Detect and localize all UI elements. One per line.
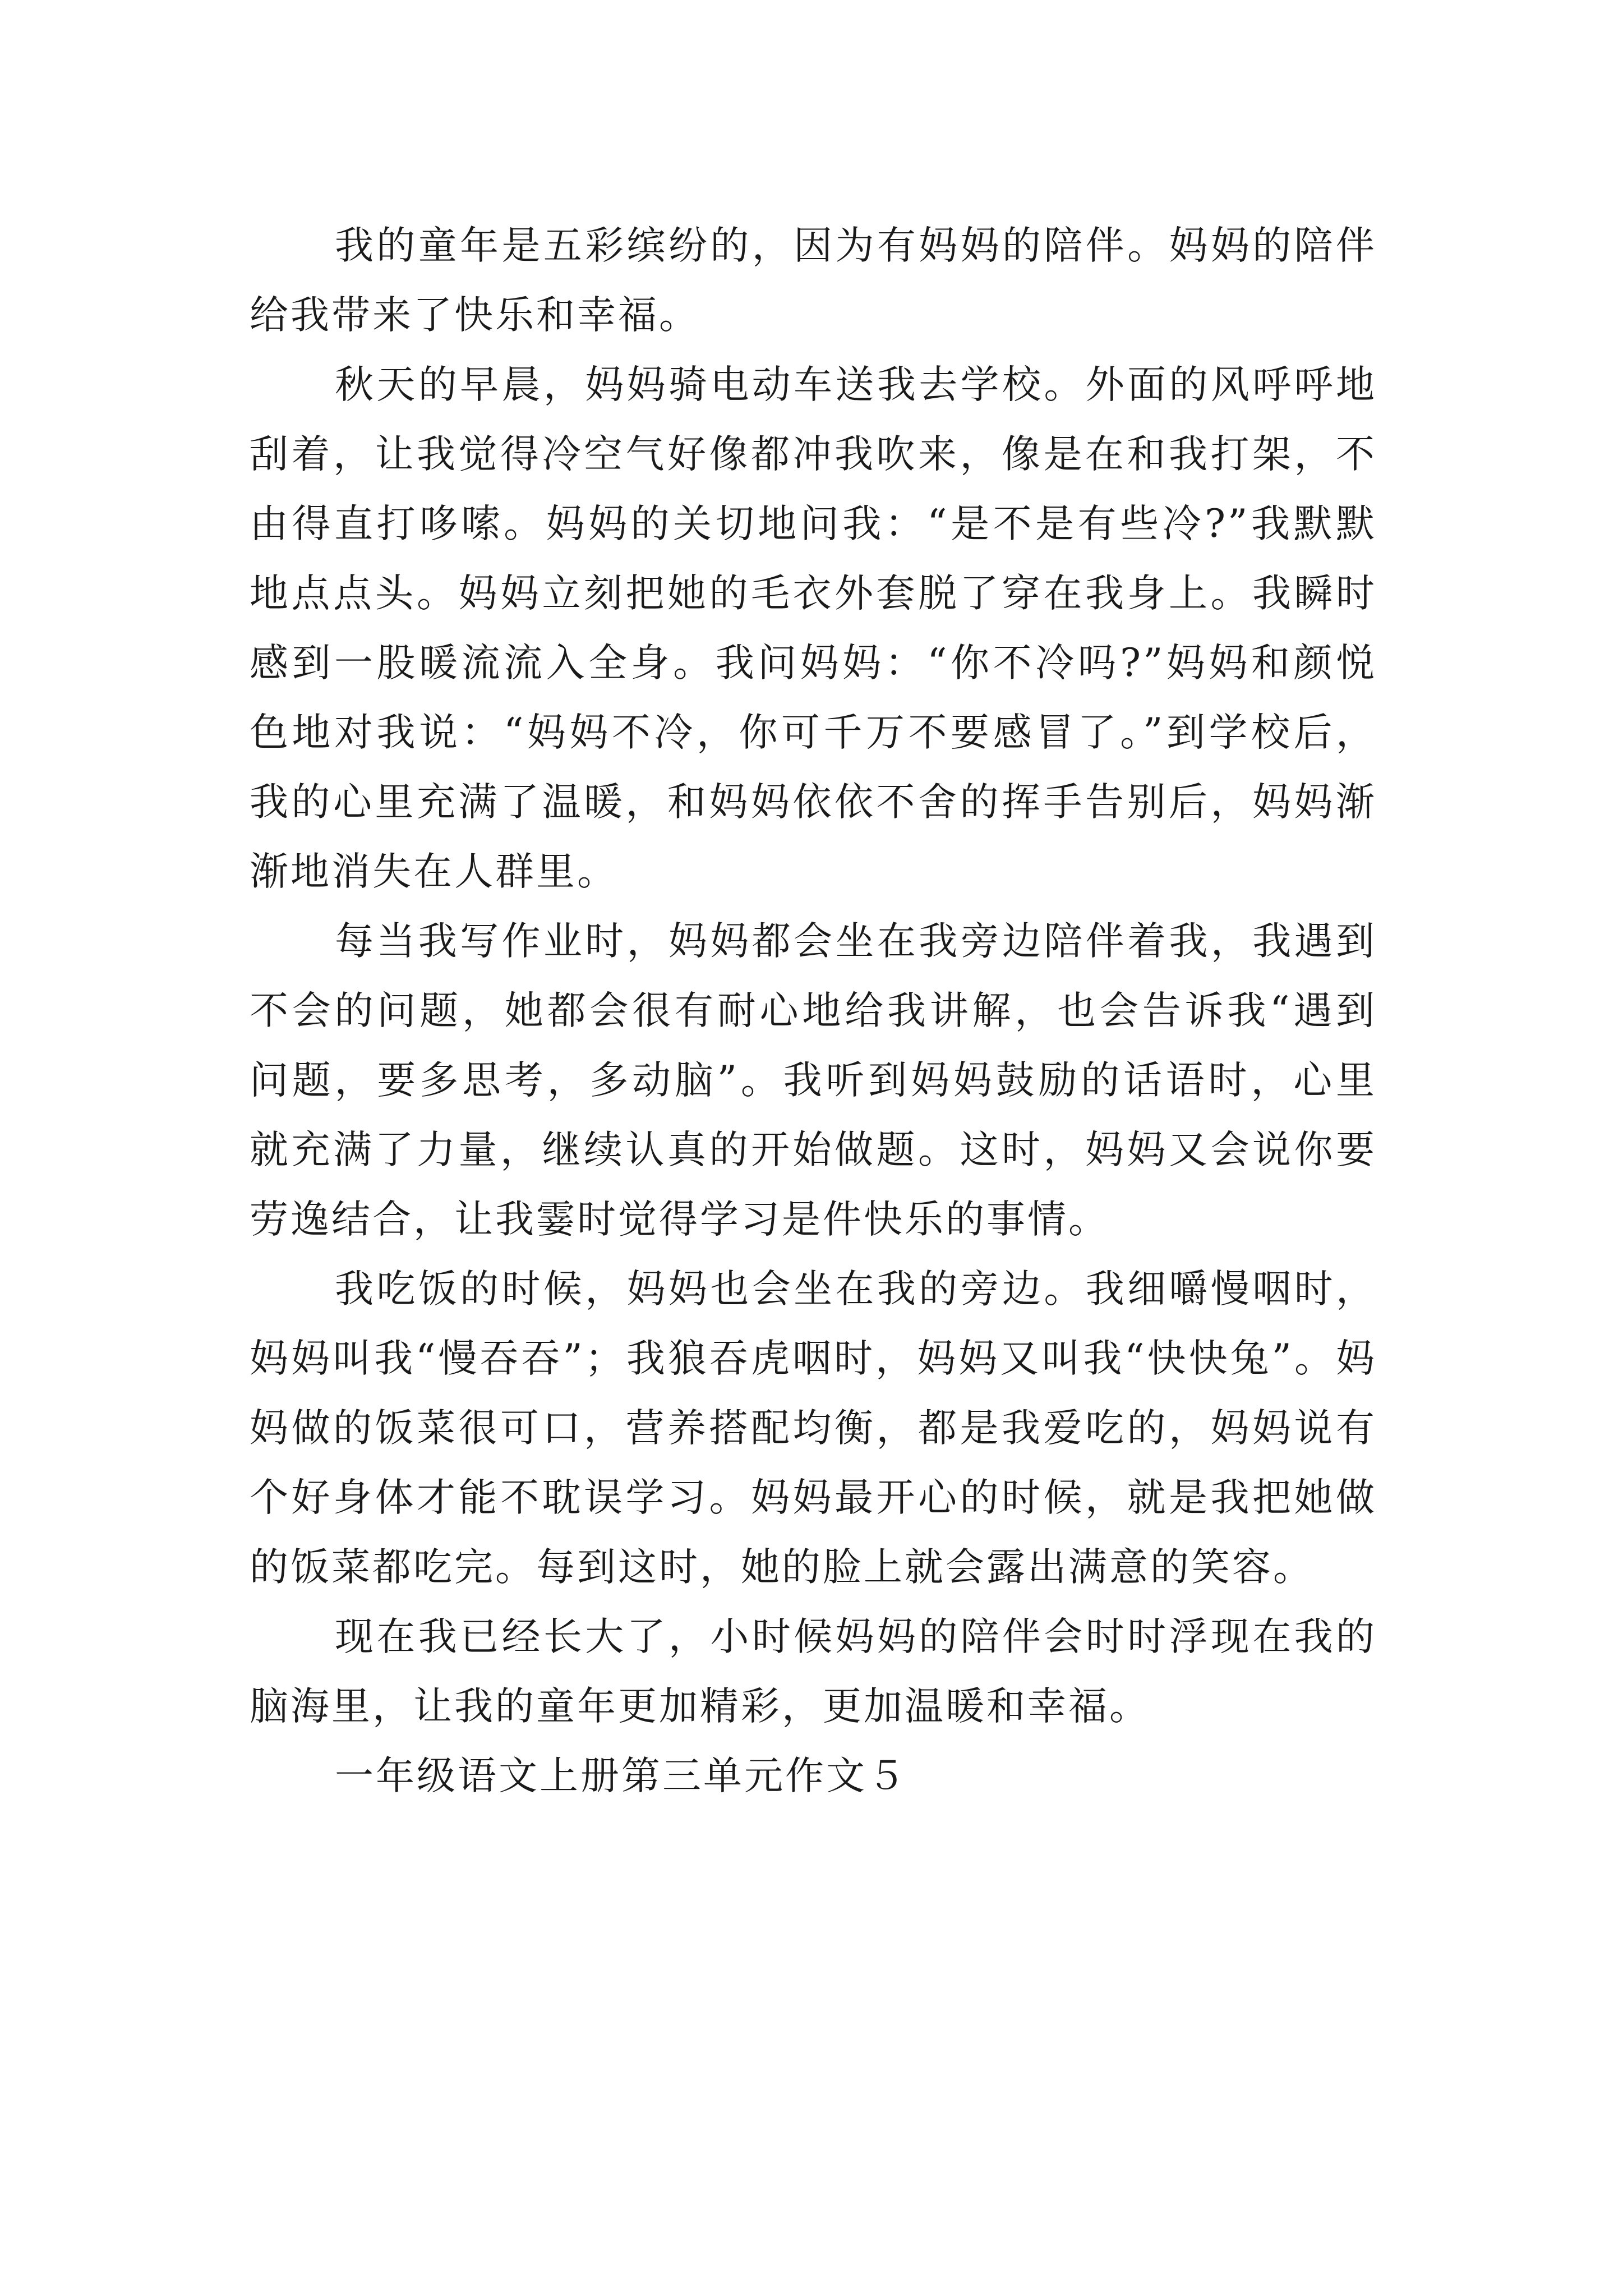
paragraph-2: 秋天的早晨，妈妈骑电动车送我去学校。外面的风呼呼地刮着，让我觉得冷空气好像都冲我吹来，像是在和我打架，不由得直打哆嗦。妈妈的关切地问我：“是不是有些冷?”我默默地点点头。妈妈立刻把她的毛衣外套脱了穿在我身上。我瞬时感到一股暖流流入全身。我问妈妈：“你不冷吗?”妈妈和颜悦色地对我说：“妈妈不冷，你可千万不要感冒了。”到学校后，我的心里充满了温暖，和妈妈依依不舍的挥手告别后，妈妈渐渐地消失在人群里。 bbox=[250, 362, 1377, 894]
paragraph-5: 现在我已经长大了，小时候妈妈的陪伴会时时浮现在我的脑海里，让我的童年更加精彩，更加温暖和幸福。 bbox=[250, 1614, 1377, 1729]
essay-body bbox=[250, 211, 1377, 1811]
paragraph-4: 我吃饭的时候，妈妈也会坐在我的旁边。我细嚼慢咽时，妈妈叫我“慢吞吞”；我狼吞虎咽时，妈妈又叫我“快快兔”。妈妈做的饭菜很可口，营养搭配均衡，都是我爱吃的，妈妈说有个好身体才能不耽误学习。妈妈最开心的时候，就是我把她做的饭菜都吃完。每到这时，她的脸上就会露出满意的笑容。 bbox=[250, 1267, 1377, 1590]
paragraph-1: 我的童年是五彩缤纷的，因为有妈妈的陪伴。妈妈的陪伴给我带来了快乐和幸福。 bbox=[250, 223, 1377, 338]
paragraph-3: 每当我写作业时，妈妈都会坐在我旁边陪伴着我，我遇到不会的问题，她都会很有耐心地给我讲解，也会告诉我“遇到问题，要多思考，多动脑”。我听到妈妈鼓励的话语时，心里就充满了力量，继续认真的开始做题。这时，妈妈又会说你要劳逸结合，让我霎时觉得学习是件快乐的事情。 bbox=[250, 919, 1377, 1242]
next-essay-heading: 一年级语文上册第三单元作文５ bbox=[335, 1754, 908, 1798]
